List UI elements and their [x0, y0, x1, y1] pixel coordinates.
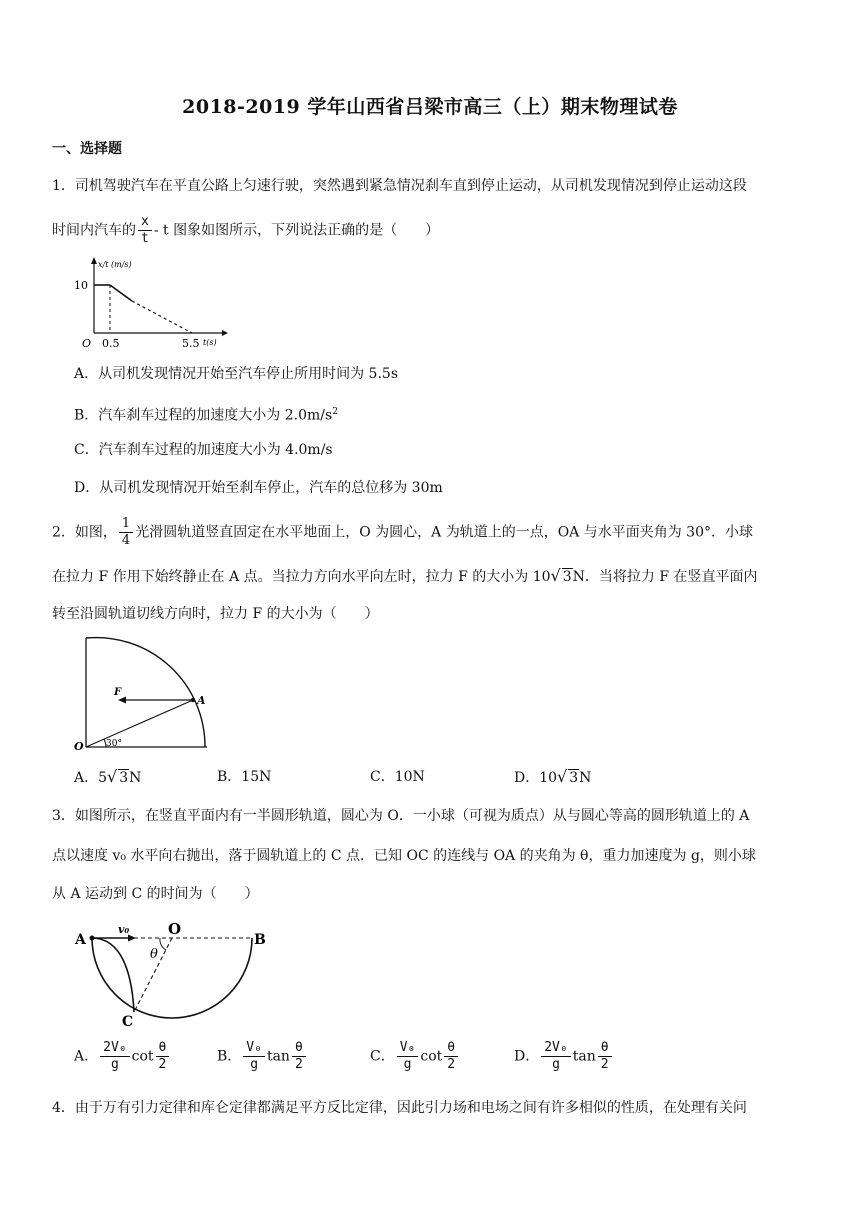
q3-option-b-num: V₀ — [243, 1040, 265, 1057]
q3-option-a[interactable] — [74, 1040, 171, 1073]
q2-option-a-radicand: 3 — [119, 770, 129, 786]
q3-option-c-anum: θ — [444, 1040, 458, 1057]
q1-fraction — [138, 214, 152, 247]
section-heading: 一、选择题 — [52, 141, 122, 157]
q3-option-c-num: V₀ — [397, 1040, 419, 1057]
q3-option-c[interactable] — [370, 1040, 460, 1073]
q3-option-c-aden: 2 — [447, 1057, 456, 1072]
q2-option-d-post: N — [579, 770, 592, 786]
q3-label-o: O — [168, 920, 182, 938]
q3-option-b-label: B． — [217, 1048, 242, 1065]
q2-frac-numerator: 1 — [119, 516, 133, 533]
q2-option-d-radical: √ — [557, 767, 568, 786]
q2-option-c[interactable]: C．10N — [370, 769, 425, 785]
q2-label-o: O — [74, 740, 84, 753]
q3-stem-line2: 点以速度 v₀ 水平向右抛出，落于圆轨道上的 C 点．已知 OC 的连线与 OA 的夹角为 θ，重力加速度为 g，则小球 — [52, 848, 756, 864]
q1-stem-text-pre: 时间内汽车的 — [52, 222, 136, 239]
page-title: 2018-2019 学年山西省吕梁市高三（上）期末物理试卷 — [182, 96, 678, 118]
q2-label-f: F — [114, 687, 122, 698]
q1-frac-numerator: x — [138, 214, 152, 231]
q2-option-b[interactable]: B．15N — [217, 769, 272, 785]
q3-option-a-fraction — [100, 1040, 129, 1073]
q3-option-a-den: g — [110, 1057, 119, 1072]
q3-option-b-den: g — [250, 1057, 259, 1072]
q3-option-a-aden: 2 — [158, 1057, 167, 1072]
q3-figure — [72, 914, 282, 1034]
q2-option-d-pre: D．10 — [514, 770, 558, 786]
q3-label-v0: v₀ — [118, 923, 130, 936]
q3-option-b[interactable] — [217, 1040, 308, 1073]
q2-frac-denominator: 4 — [121, 533, 131, 548]
q2-radius-oa — [86, 700, 193, 747]
q3-option-b-fn: tan — [266, 1048, 290, 1065]
q2-option-a-post: N — [129, 770, 142, 786]
q3-label-b: B — [254, 932, 266, 948]
q3-option-b-angle — [292, 1040, 306, 1073]
q1-x-label: t(s) — [203, 338, 217, 347]
q2-stem-line2 — [52, 566, 758, 587]
q3-label-c: C — [122, 1014, 134, 1030]
q1-frac-denominator: t — [141, 231, 149, 246]
q2-option-d-radicand: 3 — [569, 770, 579, 786]
q3-option-d-aden: 2 — [600, 1057, 609, 1072]
q3-option-a-label: A． — [74, 1048, 99, 1065]
q3-option-c-fn: cot — [420, 1048, 443, 1065]
q3-stem-line3: 从 A 运动到 C 的时间为（ ） — [52, 886, 259, 902]
q2-radicand: 3 — [562, 569, 572, 585]
q1-x-arrow — [222, 330, 228, 336]
q2-fraction — [119, 516, 133, 549]
q1-option-b[interactable] — [74, 402, 338, 426]
q3-option-a-num: 2V₀ — [100, 1040, 129, 1057]
q2-stem-line2-post: N．当将拉力 F 在竖直平面内 — [572, 569, 758, 585]
q3-option-d-fn: tan — [572, 1048, 596, 1065]
q1-y-tick: 10 — [74, 279, 88, 292]
q2-stem-text: 光滑圆轨道竖直固定在水平地面上，O 为圆心，A 为轨道上的一点，OA 与水平面夹角为 30°．小球 — [135, 524, 753, 541]
q2-stem-line1 — [52, 516, 753, 549]
q1-y-label: x/t (m/s) — [98, 260, 132, 269]
q1-stem-line1: 1．司机驾驶汽车在平直公路上匀速行驶，突然遇到紧急情况刹车直到停止运动，从司机发现情况到停止运动这段 — [52, 178, 747, 194]
q3-ball — [90, 936, 95, 941]
q1-option-d[interactable]: D．从司机发现情况开始至刹车停止，汽车的总位移为 30m — [74, 480, 443, 496]
q1-origin-label: O — [82, 337, 92, 350]
q2-ball — [191, 698, 195, 702]
q3-option-c-label: C． — [370, 1048, 395, 1065]
q3-label-a: A — [75, 932, 86, 948]
q2-radical-sign: √ — [550, 566, 561, 585]
q3-option-b-aden: 2 — [294, 1057, 303, 1072]
q1-option-c[interactable]: C．汽车刹车过程的加速度大小为 4.0m/s — [74, 442, 333, 458]
q4-stem-line1: 4．由于万有引力定律和库仑定律都满足平方反比定律，因此引力场和电场之间有许多相似的性质，在处理有关问 — [52, 1100, 747, 1116]
q1-stem-text-post: - t 图象如图所示，下列说法正确的是（ ） — [153, 222, 440, 239]
q3-angle-arc — [160, 938, 166, 950]
q2-stem-line2-pre: 在拉力 F 作用下始终静止在 A 点。当拉力方向水平向左时，拉力 F 的大小为 10 — [52, 569, 551, 585]
q3-option-d-fraction — [541, 1040, 570, 1073]
q3-option-d-num: 2V₀ — [541, 1040, 570, 1057]
q1-x-tick-2: 5.5 — [182, 337, 200, 350]
q2-figure — [72, 636, 222, 756]
q3-trajectory — [92, 938, 134, 1012]
q3-option-b-fraction — [243, 1040, 265, 1073]
q2-angle-label: 30° — [106, 739, 122, 749]
q2-quarter-arc — [86, 638, 205, 747]
q3-option-d[interactable] — [514, 1040, 614, 1073]
q2-label-a: A — [197, 694, 206, 707]
q2-option-a[interactable] — [74, 767, 141, 788]
q2-option-a-radical: √ — [107, 767, 118, 786]
q3-option-d-label: D． — [514, 1048, 540, 1065]
q3-option-c-fraction — [397, 1040, 419, 1073]
q3-semicircle-track — [92, 938, 252, 1018]
q1-decel-extension — [132, 301, 192, 333]
q1-option-b-text: B．汽车刹车过程的加速度大小为 2.0m/s — [74, 407, 333, 424]
q1-option-a[interactable]: A．从司机发现情况开始至汽车停止所用时间为 5.5s — [74, 366, 399, 382]
q3-option-b-anum: θ — [292, 1040, 306, 1057]
q3-option-a-angle — [156, 1040, 170, 1073]
q2-option-a-pre: A．5 — [74, 770, 108, 786]
q1-option-b-sup: 2 — [332, 407, 338, 417]
q1-x-tick-1: 0.5 — [102, 337, 120, 350]
q3-label-theta: θ — [150, 947, 158, 962]
q3-option-a-anum: θ — [156, 1040, 170, 1057]
q1-stem-line2 — [52, 214, 439, 247]
q1-graph — [72, 256, 232, 356]
q2-number: 2．如图， — [52, 524, 117, 541]
q3-stem-line1: 3．如图所示，在竖直平面内有一半圆形轨道，圆心为 O．一小球（可视为质点）从与圆心等高的圆形轨道上的 A — [52, 808, 750, 824]
q3-option-a-fn: cot — [131, 1048, 154, 1065]
q3-option-d-anum: θ — [598, 1040, 612, 1057]
q3-option-c-den: g — [403, 1057, 412, 1072]
q3-option-d-angle — [598, 1040, 612, 1073]
q3-option-c-angle — [444, 1040, 458, 1073]
q2-stem-line3: 转至沿圆轨道切线方向时，拉力 F 的大小为（ ） — [52, 606, 379, 622]
q1-y-arrow — [91, 257, 97, 264]
q1-decel-segment — [110, 285, 132, 301]
q2-option-d[interactable] — [514, 767, 591, 788]
q3-option-d-den: g — [552, 1057, 560, 1072]
